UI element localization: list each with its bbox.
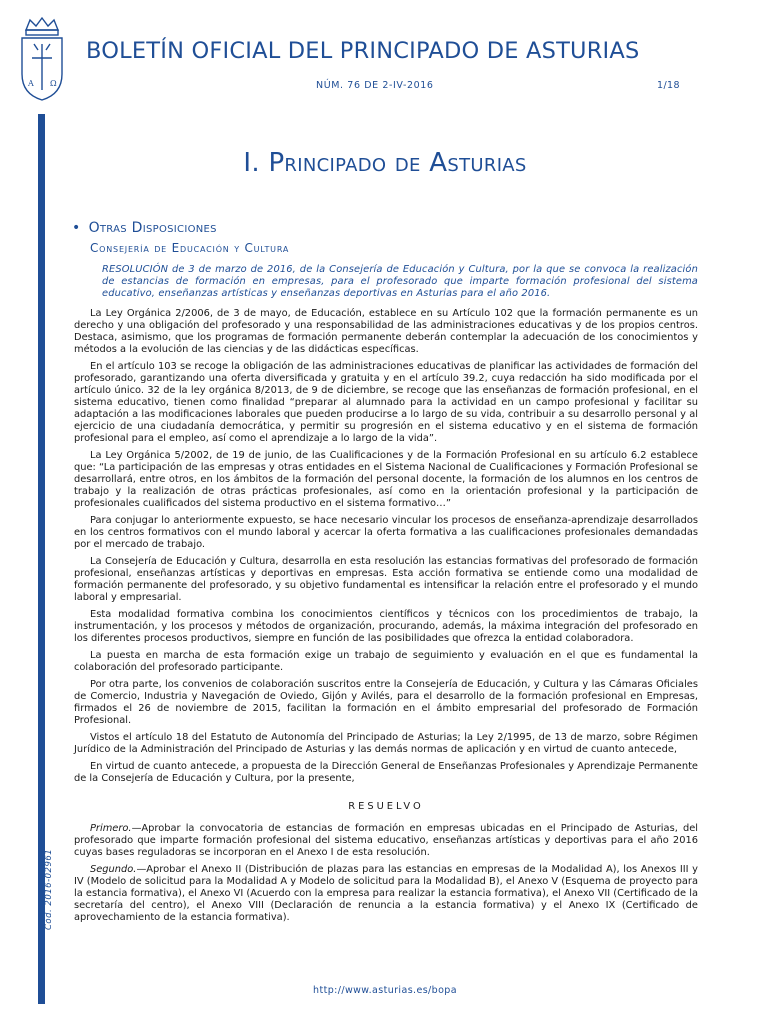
paragraph: Esta modalidad formativa combina los conocimientos científicos y técnicos con los procedimientos de trabajo, la instrumentación, y los procesos y métodos de organización, procurando, además, la máxima integración del profesorado en los diferentes procesos productivos, siempre en función de las posibilidades que ofrezca la entidad colaboradora. [74,609,698,644]
department-name: Consejería de Educación y Cultura [90,241,290,255]
svg-text:Ω: Ω [50,79,57,88]
article-primero [74,823,698,859]
bullet-icon: • [72,220,81,236]
paragraph: La puesta en marcha de esta formación exige un trabajo de seguimiento y evaluación en el que es fundamental la colaboración del profesorado participante. [74,650,698,673]
journal-title: BOLETÍN OFICIAL DEL PRINCIPADO DE ASTURIAS [86,38,640,64]
resolution-title: RESOLUCIÓN de 3 de marzo de 2016, de la Consejería de Educación y Cultura, por la que se convoca la realización de estancias de formación en empresas, para el profesorado que imparte formación profesional del sistema educativo, enseñanzas artísticas y enseñanzas deportivas en Asturias para el año 2016. [102,264,698,299]
section-title: I. Principado de Asturias [243,148,527,178]
paragraph: Para conjugar lo anteriormente expuesto, se hace necesario vincular los procesos de enseñanza-aprendizaje desarrollados en los centros formativos con el mundo laboral y acercar la oferta formativa a las cualificaciones profesionales demandadas por el mercado de trabajo. [74,515,698,550]
paragraph: La Ley Orgánica 5/2002, de 19 de junio, de las Cualificaciones y de la Formación Profesional en su artículo 6.2 establece que: “La participación de las empresas y otras entidades en el Sistema Nacional de Cualificaciones y Formación Profesional se desarrollará, entre otros, en los ámbitos de la formación del personal docente, la formación de los alumnos en los centros de trabajo y la realización de otras prácticas profesionales, así como en la orientación profesional y la participación de profesionales cualificados del sistema productivo en el sistema formativo…” [74,450,698,509]
paragraph: Vistos el artículo 18 del Estatuto de Autonomía del Principado de Asturias; la Ley 2/1995, de 13 de marzo, sobre Régimen Jurídico de la Administración del Principado de Asturias y las demás normas de aplicación y en virtud de cuanto antecede, [74,732,698,755]
paragraph: En el artículo 103 se recoge la obligación de las administraciones educativas de planificar las actividades de formación del profesorado, garantizando una oferta diversificada y gratuita y en el artículo 39.2, cuya redacción ha sido modificada por el artículo único. 32 de la ley orgánica 8/2013, de 9 de diciembre, se recoge que las enseñanzas de formación profesional, en el sistema educativo, tienen como finalidad “preparar al alumnado para la actividad en un campo profesional y facilitar su adaptación a las modificaciones laborales que pueden producirse a lo largo de su vida, contribuir a su desarrollo personal y al ejercicio de una ciudadanía democrática, y permitir su progresión en el sistema educativo y en el sistema de formación profesional para el empleo, así como el aprendizaje a lo largo de la vida”. [74,361,698,444]
cve-code: Cód. 2016-02961 [44,848,54,930]
footer-link[interactable]: http://www.asturias.es/bopa [313,985,457,996]
resuelvo-heading: RESUELVO [348,801,424,812]
coat-of-arms-icon [16,14,68,104]
issue-number: NÚM. 76 DE 2-IV-2016 [316,80,434,91]
paragraph: En virtud de cuanto antecede, a propuesta de la Dirección General de Enseñanzas Profesionales y Aprendizaje Permanente de la Consejería de Educación y Cultura, por la presente, [74,761,698,784]
article-text: —Aprobar el Anexo II (Distribución de plazas para las estancias en empresas de la Modalidad A), los Anexos III y IV (Modelo de solicitud para la Modalidad A y Modelo de solicitud para la Modalidad B), el Anexo V (Esquema de proyecto para la estancia formativa), el Anexo VI (Acuerdo con la empresa para realizar la estancia formativa), el Anexo VII (Certificado de la secretaría del centro), el Anexo VIII (Declaración de renuncia a la estancia formativa) y el Anexo IX (Certificado de aprovechamiento de la estancia formativa). [74,864,698,923]
paragraph: La Ley Orgánica 2/2006, de 3 de mayo, de Educación, establece en su Artículo 102 que la formación permanente es un derecho y una obligación del profesorado y una responsabilidad de las administraciones educativas y de los propios centros. Destaca, asimismo, que los programas de formación permanente deberán contemplar la adecuación de los conocimientos y métodos a la evolución de las ciencias y de las didácticas específicas. [74,308,698,355]
article-segundo [74,864,698,924]
article-text: —Aprobar la convocatoria de estancias de formación en empresas ubicadas en el Principado de Asturias, del profesorado que imparte formación profesional del sistema educativo, enseñanzas artísticas y deportivas para el año 2016 cuyas bases reguladoras se incorporan en el Anexo I de esta resolución. [74,823,698,858]
article-label: Segundo. [90,864,137,875]
paragraph: La Consejería de Educación y Cultura, desarrolla en esta resolución las estancias formativas del profesorado de formación profesional, enseñanzas artísticas y deportivas en empresas. Esta acción formativa se entiende como una modalidad de formación permanente del profesorado, y su objetivo fundamental es intensificar la relación entre el profesorado y el mundo laboral y empresarial. [74,556,698,603]
subsection-heading [72,220,217,236]
article-label: Primero. [90,823,132,834]
paragraph: Por otra parte, los convenios de colaboración suscritos entre la Consejería de Educación, y Cultura y las Cámaras Oficiales de Comercio, Industria y Navegación de Oviedo, Gijón y Avilés, para el desarrollo de la formación profesional en Empresas, firmados el 26 de noviembre de 2015, facilitan la formación en el ámbito empresarial del profesorado de Formación Profesional. [74,679,698,726]
subsection-label: Otras Disposiciones [88,220,217,236]
svg-text:A: A [28,79,34,88]
page-number: 1/18 [657,80,680,91]
document-body [74,264,698,929]
